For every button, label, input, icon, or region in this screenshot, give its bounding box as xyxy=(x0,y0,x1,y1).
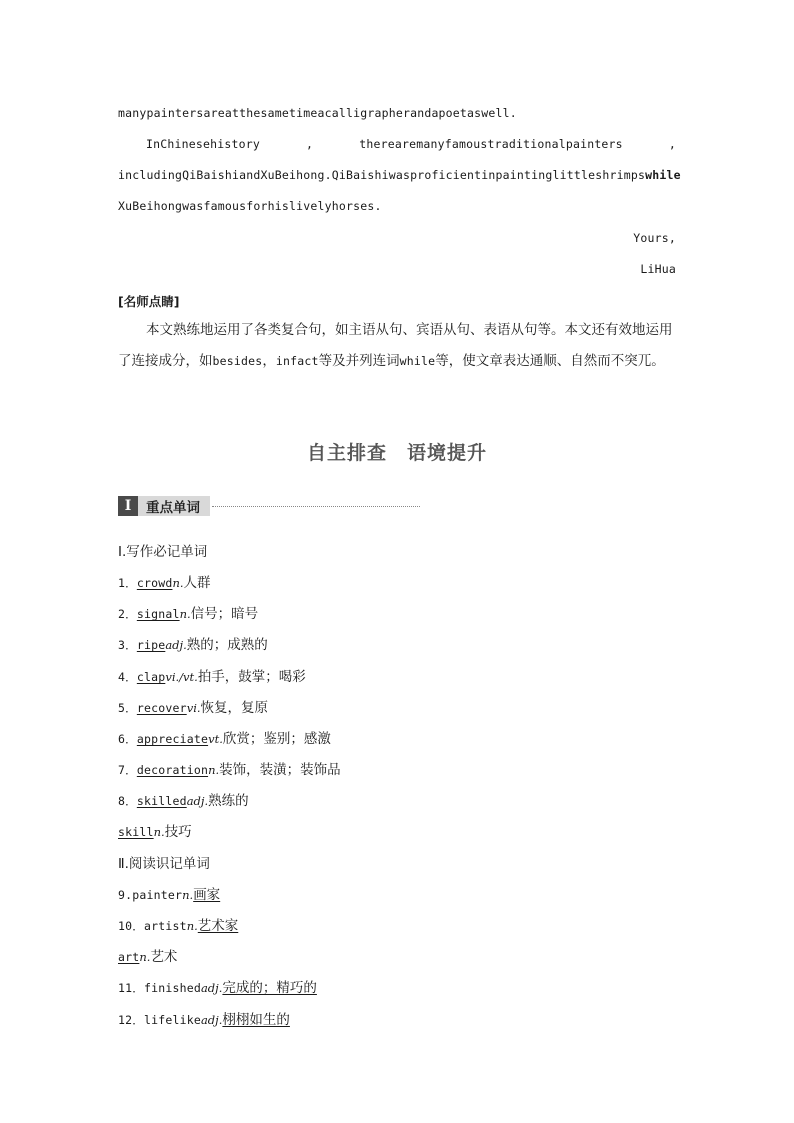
vocab-answer: 画家 xyxy=(193,887,221,903)
vocab-word: ripe xyxy=(136,638,166,652)
vocab-word: decoration xyxy=(136,763,209,777)
section-banner xyxy=(118,496,420,516)
vocab-item: 3．ripeadj.熟的；成熟的 xyxy=(118,637,268,653)
letter-line-4: XuBeihongwasfamousforhislivelyhorses. xyxy=(118,199,382,213)
comment-text: 本文熟练地运用了各类复合句，如主语从句、宾语从句、表语从句等。本文还有效地运用了连接成分，如 xyxy=(118,322,673,369)
vocab-item: 12．lifelikeadj.栩栩如生的 xyxy=(118,1012,290,1028)
banner-number: Ⅰ xyxy=(118,496,138,516)
letter-line-2 xyxy=(118,137,676,151)
vocab-word: art xyxy=(118,950,140,964)
letter-line-1: manypaintersareatthesametimeacalligrapherandapoetaswell. xyxy=(118,106,517,120)
letter-line-3 xyxy=(118,168,681,182)
vocab-word: finished xyxy=(143,981,201,995)
comment-word: infact xyxy=(275,354,319,368)
vocab-subheading-1: Ⅰ.写作必记单词 xyxy=(118,544,208,560)
vocab-word: recover xyxy=(136,701,187,715)
vocab-item: 2．signaln.信号；暗号 xyxy=(118,606,259,622)
letter-fragment: therearemanyfamoustraditionalpainters xyxy=(359,137,623,151)
comment-word: while xyxy=(399,354,436,368)
vocab-item: 4．clapvi./vt.拍手，鼓掌；喝彩 xyxy=(118,669,306,685)
vocab-item: 5．recovervi.恢复，复原 xyxy=(118,700,269,716)
vocab-word: crowd xyxy=(136,576,173,590)
letter-fragment: InChinesehistory xyxy=(146,137,260,151)
comment-heading: [名师点睛] xyxy=(118,294,180,309)
letter-fragment: , xyxy=(668,137,676,151)
comment-sep: ， xyxy=(262,353,276,369)
vocab-answer: 艺术家 xyxy=(197,918,239,934)
vocab-item: 7．decorationn.装饰，装潢；装饰品 xyxy=(118,762,341,778)
vocab-word: skilled xyxy=(136,794,187,808)
comment-paragraph xyxy=(118,315,678,377)
section-title: 自主排查 语境提升 xyxy=(306,442,487,464)
letter-signature: LiHua xyxy=(640,262,676,276)
comment-text: 等，使文章表达通顺、自然而不突兀。 xyxy=(435,353,665,369)
letter-bold-word: while xyxy=(645,168,681,182)
vocab-item: 6．appreciatevt.欣赏；鉴别；感激 xyxy=(118,731,331,747)
comment-text: 等及并列连词 xyxy=(318,353,400,369)
letter-fragment: , xyxy=(306,137,314,151)
vocab-item: 9.paintern.画家 xyxy=(118,887,221,903)
vocab-answer: 完成的；精巧的 xyxy=(222,980,317,996)
vocab-answer: 栩栩如生的 xyxy=(222,1012,290,1028)
vocab-word: skill xyxy=(118,825,154,839)
vocab-subheading-2: Ⅱ.阅读识记单词 xyxy=(118,856,210,872)
vocab-word: appreciate xyxy=(136,732,209,746)
vocab-item: artn.艺术 xyxy=(118,949,178,965)
letter-text: includingQiBaishiandXuBeihong.QiBaishiwasproficientinpaintinglittleshrimps xyxy=(118,168,646,182)
banner-label: 重点单词 xyxy=(138,496,210,516)
vocab-item: 11．finishedadj.完成的；精巧的 xyxy=(118,980,317,996)
vocab-word: painter xyxy=(132,888,183,902)
vocab-word: clap xyxy=(136,670,166,684)
vocab-item: 1．crowdn.人群 xyxy=(118,575,211,591)
vocab-word: signal xyxy=(136,607,180,621)
vocab-item: 8．skilledadj.熟练的 xyxy=(118,793,249,809)
banner-divider xyxy=(212,506,420,507)
vocab-item: skilln.技巧 xyxy=(118,824,192,840)
vocab-item: 10．artistn.艺术家 xyxy=(118,918,239,934)
vocab-word: artist xyxy=(143,919,187,933)
comment-word: besides xyxy=(212,354,263,368)
letter-closing: Yours, xyxy=(633,231,676,245)
vocab-word: lifelike xyxy=(143,1013,201,1027)
